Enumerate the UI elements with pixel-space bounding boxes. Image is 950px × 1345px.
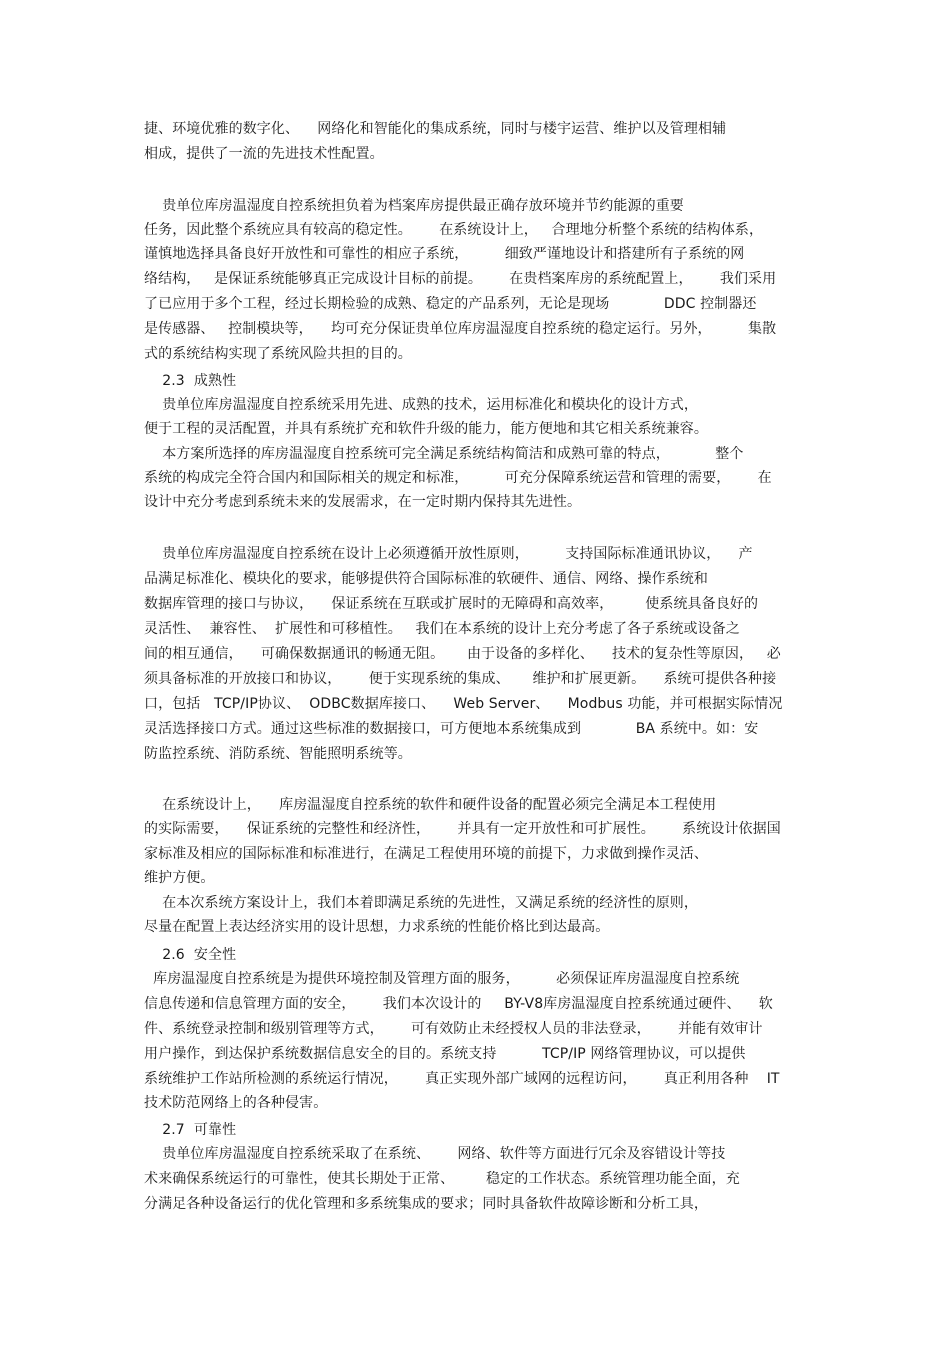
text-line: 本方案所选择的库房温湿度自控系统可完全满足系统结构简洁和成熟可靠的特点， 整个: [144, 446, 744, 462]
text-line: 的实际需要， 保证系统的完整性和经济性， 并具有一定开放性和可扩展性。 系统设计依据国: [144, 821, 781, 837]
text-line: 技术防范网络上的各种侵害。: [144, 1095, 328, 1111]
text-line: 用户操作，到达保护系统数据信息安全的目的。系统支持 TCP/IP 网络管理协议，可以提供: [144, 1046, 746, 1062]
text-line: 分满足各种设备运行的优化管理和多系统集成的要求；同时具备软件故障诊断和分析工具，: [144, 1196, 708, 1212]
text-line: 便于工程的灵活配置，并具有系统扩充和软件升级的能力，能方便地和其它相关系统兼容。: [144, 421, 708, 437]
text-line: 是传感器、 控制模块等， 均可充分保证贵单位库房温湿度自控系统的稳定运行。另外， 集散: [144, 321, 777, 337]
text-line: 谨慎地选择具备良好开放性和可靠性的相应子系统， 细致严谨地设计和搭建所有子系统的网: [144, 246, 745, 262]
text-line: 络结构， 是保证系统能够真正完成设计目标的前提。 在贵档案库房的系统配置上， 我们采用: [144, 271, 777, 287]
text-line: 家标准及相应的国际标准和标准进行，在满足工程使用环境的前提下，力求做到操作灵活、: [144, 846, 708, 862]
text-line: 尽量在配置上表达经济实用的设计思想，力求系统的性能价格比到达最高。: [144, 919, 610, 935]
text-line: 了已应用于多个工程，经过长期检验的成熟、稳定的产品系列，无论是现场 DDC 控制器还: [144, 296, 757, 312]
text-line: 任务，因此整个系统应具有较高的稳定性。 在系统设计上， 合理地分析整个系统的结构体系，: [144, 222, 764, 238]
text-line: 相成，提供了一流的先进技术性配置。: [144, 146, 384, 162]
text-line: 设计中充分考虑到系统未来的发展需求，在一定时期内保持其先进性。: [144, 494, 582, 510]
text-line: 在本次系统方案设计上，我们本着即满足系统的先进性，又满足系统的经济性的原则，: [144, 895, 698, 911]
section-heading: 2.3 成熟性: [144, 373, 237, 389]
text-line: 系统的构成完全符合国内和国际相关的规定和标准， 可充分保障系统运营和管理的需要， 在: [144, 470, 772, 486]
section-heading: 2.7 可靠性: [144, 1122, 237, 1138]
text-line: 间的相互通信， 可确保数据通讯的畅通无阻。 由于设备的多样化、 技术的复杂性等原因， 必: [144, 646, 781, 662]
text-line: 捷、环境优雅的数字化、 网络化和智能化的集成系统，同时与楼宇运营、维护以及管理相辅: [144, 121, 727, 137]
text-line: 灵活选择接口方式。通过这些标准的数据接口，可方便地本系统集成到 BA 系统中。如：安: [144, 721, 759, 737]
text-line: 品满足标准化、模块化的要求，能够提供符合国际标准的软硬件、通信、网络、操作系统和: [144, 571, 708, 587]
text-line: 维护方便。: [144, 870, 215, 886]
text-line: 式的系统结构实现了系统风险共担的目的。: [144, 346, 412, 362]
text-line: 在系统设计上， 库房温湿度自控系统的软件和硬件设备的配置必须完全满足本工程使用: [144, 797, 717, 813]
section-heading: 2.6 安全性: [144, 947, 237, 963]
text-line: 口，包括 TCP/IP协议、 ODBC数据库接口、 Web Server、 Modbus 功能，并可根据实际情况: [144, 696, 783, 712]
text-line: 贵单位库房温湿度自控系统担负着为档案库房提供最正确存放环境并节约能源的重要: [144, 198, 684, 214]
text-line: 库房温湿度自控系统是为提供环境控制及管理方面的服务， 必须保证库房温湿度自控系统: [144, 971, 740, 987]
text-line: 术来确保系统运行的可靠性，使其长期处于正常、 稳定的工作状态。系统管理功能全面，充: [144, 1171, 740, 1187]
text-line: 贵单位库房温湿度自控系统采取了在系统、 网络、软件等方面进行冗余及容错设计等技: [144, 1146, 726, 1162]
text-line: 信息传递和信息管理方面的安全， 我们本次设计的 BY-V8库房温湿度自控系统通过硬件、 软: [144, 996, 773, 1012]
text-line: 须具备标准的开放接口和协议， 便于实现系统的集成、 维护和扩展更新。 系统可提供各种接: [144, 671, 777, 687]
text-line: 灵活性、 兼容性、 扩展性和可移植性。 我们在本系统的设计上充分考虑了各子系统或设备之: [144, 621, 740, 637]
text-line: 件、系统登录控制和级别管理等方式， 可有效防止未经授权人员的非法登录， 并能有效审计: [144, 1021, 763, 1037]
text-line: 防监控系统、消防系统、智能照明系统等。: [144, 746, 412, 762]
text-line: 数据库管理的接口与协议， 保证系统在互联或扩展时的无障碍和高效率， 使系统具备良好的: [144, 596, 759, 612]
text-line: 系统维护工作站所检测的系统运行情况， 真正实现外部广域网的远程访问， 真正利用各种 IT: [144, 1071, 780, 1087]
text-line: 贵单位库房温湿度自控系统在设计上必须遵循开放性原则， 支持国际标准通讯协议， 产: [144, 546, 753, 562]
text-line: 贵单位库房温湿度自控系统采用先进、成熟的技术，运用标准化和模块化的设计方式，: [144, 397, 698, 413]
